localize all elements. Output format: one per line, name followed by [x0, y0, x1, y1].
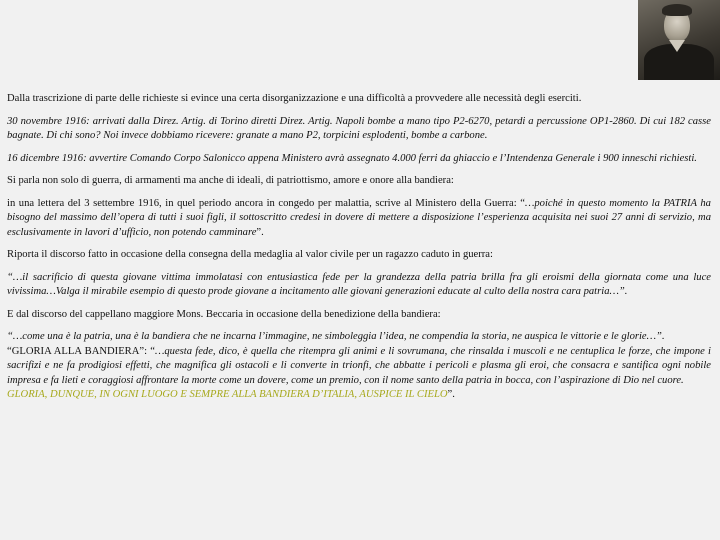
portrait-hair — [662, 4, 692, 16]
paragraph-cappellano: E dal discorso del cappellano maggiore Mons. Beccaria in occasione della benedizione della bandiera: — [7, 308, 441, 320]
portrait-photo — [638, 0, 720, 80]
patria-quote: “…come una è la patria, una è la bandiera che ne incarna l’immagine, ne simboleggia l’idea, ne compendia la storia, ne auspica le vittorie e le glorie…”. — [7, 331, 665, 342]
document-body — [7, 92, 711, 403]
paragraph-sacrificio: “…il sacrificio di questa giovane vittima immolatasi con entusiastica fede per la grandezza della patria brilla fra gli eroismi della giornata come una luce vivissima…Valga il mirabile esempio di questo prode giovane a incitamento alle giovani generazioni educate al culto della nostra cara patria…”. — [7, 271, 711, 297]
gloria-end: ”. — [447, 389, 455, 400]
lettera-lead: in una lettera del 3 settembre 1916, in quel periodo ancora in congedo per malattia, scrive al Ministero della Guerra: “ — [7, 197, 525, 209]
paragraph-16-dic: 16 dicembre 1916: avvertire Comando Corpo Salonicco appena Ministero avrà assegnato 4.000 ferri da ghiaccio e l’Intendenza Generale i 900 inneschi richiesti. — [7, 152, 697, 164]
gloria-lead: “GLORIA ALLA BANDIERA”: “ — [7, 345, 155, 357]
lettera-end: ”. — [256, 226, 264, 238]
gloria-final: GLORIA, DUNQUE, IN OGNI LUOGO E SEMPRE ALLA BANDIERA D’ITALIA, AUSPICE IL CIELO — [7, 389, 448, 400]
paragraph-lettera — [7, 197, 711, 241]
paragraph-ideali: Si parla non solo di guerra, di armamenti ma anche di ideali, di patriottismo, amore e onore alla bandiera: — [7, 175, 454, 186]
paragraph-patria — [7, 330, 711, 403]
paragraph-medaglia: Riporta il discorso fatto in occasione della consegna della medaglia al valor civile per un ragazzo caduto in guerra: — [7, 249, 493, 260]
paragraph-30-nov: 30 novembre 1916: arrivati dalla Direz. Artig. di Torino diretti Direz. Artig. Napoli bombe a mano tipo P2-6270, petardi a percussione OP1-2860. Di cui 182 casse bagnate. Di chi sono? Noi invece dobbiamo ricevere: granate a mano P2, torpicini esplodenti, bombe a carbone. — [7, 115, 711, 141]
lettera-quote: …poiché in questo momento la PATRIA ha bisogno del massimo dell’opera di tutti i suoi figli, il sottoscritto credesi in dovere di mettere a disposizione l’esperienza acquisita nei suoi 27 anni di servizio, ma esclusivamente in lavori d’ufficio, non potendo camminare — [7, 197, 711, 238]
paragraph-intro: Dalla trascrizione di parte delle richieste si evince una certa disorganizzazione e una difficoltà a provvedere alle necessità degli eserciti. — [7, 93, 582, 104]
gloria-quote: …questa fede, dico, è quella che ritempra gli animi e li sovrumana, che rinsalda i muscoli e ne centuplica le forze, che impone i sacrifizi e ne fa prodigiosi effetti, che magnifica gli ostacoli e li converte in trionfi, che abbatte i pericoli e plasma gli eroi, che consacra e santifica ogni nobile impresa e fa lieti e coraggiosi affrontare la morte come un dovere, come un premio, con il nome santo della patria in bocca, con l’aspirazione di Dio nel cuore. — [7, 345, 712, 386]
portrait-coat — [644, 44, 714, 80]
